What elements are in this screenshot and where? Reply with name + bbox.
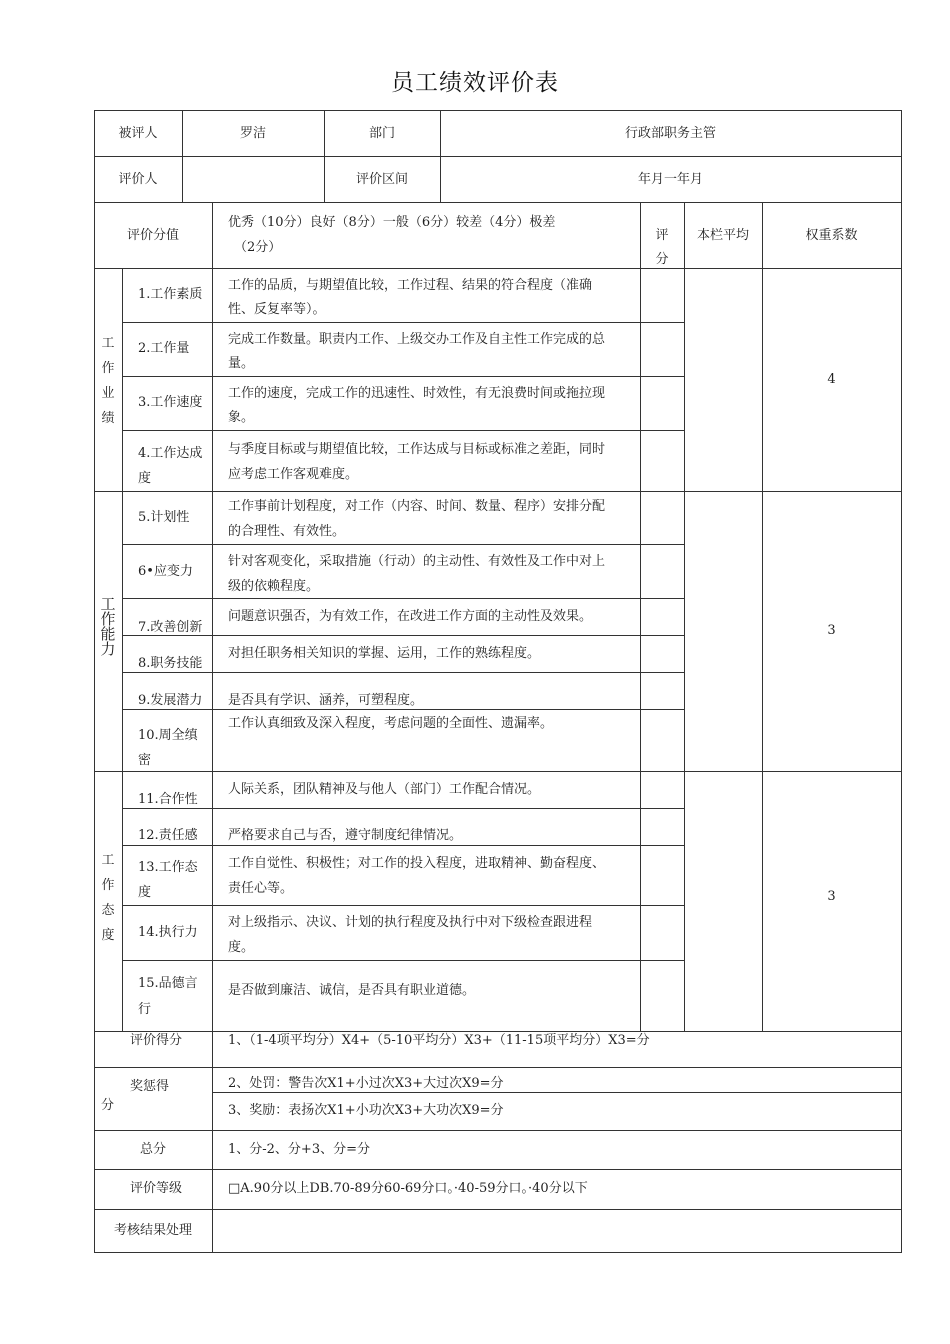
item-description: 级的依赖程度。	[228, 579, 320, 594]
item-description: 量。	[228, 356, 255, 371]
group-weight: 3	[827, 623, 836, 638]
item-name: 7.改善创新	[138, 620, 203, 635]
group-label-ability: 力	[100, 640, 116, 658]
item-name: 行	[138, 1002, 152, 1017]
grid-line	[94, 1169, 902, 1170]
item-name: 密	[138, 753, 152, 768]
group-label-performance: 作	[101, 361, 115, 376]
item-name: 3.工作速度	[138, 395, 203, 410]
table-border-top	[94, 110, 902, 111]
table-border-right	[901, 110, 902, 1253]
item-description: 工作认真细致及深入程度，考虑问题的全面性、遗漏率。	[228, 716, 554, 731]
item-name: 14.执行力	[138, 925, 198, 940]
reward-label: 奖惩得	[130, 1079, 170, 1094]
period-label: 评价区间	[355, 172, 408, 187]
evaluatee-value: 罗洁	[239, 126, 266, 141]
grid-line	[212, 202, 213, 1031]
department-label: 部门	[368, 126, 395, 141]
item-name: 9.发展潜力	[138, 693, 203, 708]
item-description: 性、反复率等）。	[228, 302, 326, 317]
grid-line	[122, 672, 685, 673]
evaluator-label: 评价人	[118, 172, 158, 187]
reward-label: 分	[101, 1098, 115, 1113]
item-description: 针对客观变化，采取措施（行动）的主动性、有效性及工作中对上	[228, 554, 606, 569]
grid-line	[122, 808, 685, 809]
item-description: 工作自觉性、积极性；对工作的投入程度，进取精神、勤奋程度、	[228, 856, 606, 871]
item-description: 的合理性、有效性。	[228, 524, 346, 539]
item-name: 度	[138, 471, 152, 486]
punishment-formula: 2、处罚：警告次X1+小过次X3+大过次X9=分	[228, 1076, 504, 1091]
item-name: 1.工作素质	[138, 287, 203, 302]
group-label-ability: 工	[100, 595, 116, 613]
scale-label: 评价分值	[126, 228, 179, 243]
grid-line	[94, 1067, 902, 1068]
grid-line	[94, 1209, 902, 1210]
grid-line	[94, 268, 902, 269]
item-description: 象。	[228, 410, 255, 425]
item-name: 5.计划性	[138, 510, 190, 525]
group-label-ability: 能	[100, 625, 116, 643]
item-description: 度。	[228, 940, 255, 955]
grid-line	[122, 268, 123, 1031]
grid-line	[122, 598, 685, 599]
grid-line	[94, 1130, 902, 1131]
score-label: 评价得分	[129, 1033, 182, 1048]
score-column-header: 评	[655, 228, 669, 243]
item-description: 工作的速度，完成工作的迅速性、时效性，有无浪费时间或拖拉现	[228, 386, 606, 401]
grid-line	[122, 905, 685, 906]
item-description: 责任心等。	[228, 881, 294, 896]
evaluatee-label: 被评人	[118, 126, 158, 141]
group-label-performance: 绩	[101, 411, 115, 426]
group-label-performance: 业	[101, 386, 115, 401]
item-description: 是否做到廉洁、诚信，是否具有职业道德。	[228, 983, 476, 998]
grid-line	[94, 202, 902, 203]
average-column-header: 本栏平均	[696, 228, 749, 243]
total-label: 总分	[139, 1142, 166, 1157]
grid-line	[94, 771, 902, 772]
item-name: 13.工作态	[138, 860, 198, 875]
item-name: 10.周全缜	[138, 728, 198, 743]
group-label-attitude: 作	[101, 878, 115, 893]
grid-line	[212, 1031, 213, 1253]
page-title: 员工绩效评价表	[391, 70, 559, 96]
grid-line	[640, 202, 641, 1031]
score-column-header: 分	[655, 252, 669, 267]
item-name: 8.职务技能	[138, 656, 203, 671]
item-name: 12.责任感	[138, 828, 198, 843]
grid-line	[122, 430, 685, 431]
item-description: 完成工作数量。职责内工作、上级交办工作及自主性工作完成的总	[228, 332, 606, 347]
table-border-bottom	[94, 1252, 902, 1253]
grid-line	[684, 202, 685, 1031]
score-formula: 1、（1-4项平均分）X4+（5-10平均分）X3+（11-15项平均分）X3=分	[228, 1033, 650, 1048]
group-weight: 4	[827, 372, 836, 387]
item-description: 与季度目标或与期望值比较，工作达成与目标或标准之差距，同时	[228, 442, 606, 457]
item-name: 4.工作达成	[138, 446, 203, 461]
item-description: 工作事前计划程度，对工作（内容、时间、数量、程序）安排分配	[228, 499, 606, 514]
item-description: 对担任职务相关知识的掌握、运用，工作的熟练程度。	[228, 646, 541, 661]
group-label-performance: 工	[101, 336, 115, 351]
table-border-left	[94, 110, 95, 1253]
item-name: 6•应变力	[138, 564, 193, 579]
scale-text-line1: 优秀（10分）良好（8分）一般（6分）较差（4分）极差	[228, 215, 556, 230]
period-value: 年月一年月	[637, 172, 703, 187]
grid-line	[122, 322, 685, 323]
item-name: 2.工作量	[138, 341, 190, 356]
grade-label: 评价等级	[129, 1181, 182, 1196]
grid-line	[94, 491, 902, 492]
department-value: 行政部职务主管	[624, 126, 716, 141]
grid-line	[122, 376, 685, 377]
group-label-attitude: 工	[101, 853, 115, 868]
grid-line	[94, 156, 902, 157]
weight-column-header: 权重系数	[805, 228, 858, 243]
item-description: 人际关系，团队精神及与他人（部门）工作配合情况。	[228, 782, 541, 797]
total-formula: 1、分-2、分+3、分=分	[228, 1142, 370, 1157]
item-description: 问题意识强否，为有效工作，在改进工作方面的主动性及效果。	[228, 609, 593, 624]
group-label-attitude: 态	[101, 903, 115, 918]
group-label-ability: 作	[100, 610, 116, 628]
item-name: 11.合作性	[138, 792, 198, 807]
item-description: 是否具有学识、涵养，可塑程度。	[228, 693, 424, 708]
item-name: 15.品德言	[138, 976, 198, 991]
result-label: 考核结果处理	[113, 1223, 192, 1238]
item-description: 应考虑工作客观难度。	[228, 467, 359, 482]
reward-formula: 3、奖励：表扬次X1+小功次X3+大功次X9=分	[228, 1103, 504, 1118]
grade-options: □A.90分以上DB.70-89分60-69分口。·40-59分口。·40分以下	[228, 1181, 588, 1196]
item-description: 对上级指示、决议、计划的执行程度及执行中对下级检查跟进程	[228, 915, 593, 930]
grid-line	[122, 635, 685, 636]
scale-text-line2: （2分）	[234, 240, 282, 255]
item-description: 严格要求自己与否，遵守制度纪律情况。	[228, 828, 463, 843]
grid-line	[122, 544, 685, 545]
item-description: 工作的品质，与期望值比较，工作过程、结果的符合程度（准确	[228, 278, 593, 293]
group-weight: 3	[827, 889, 836, 904]
group-label-attitude: 度	[101, 928, 115, 943]
item-name: 度	[138, 885, 152, 900]
grid-line	[122, 960, 685, 961]
